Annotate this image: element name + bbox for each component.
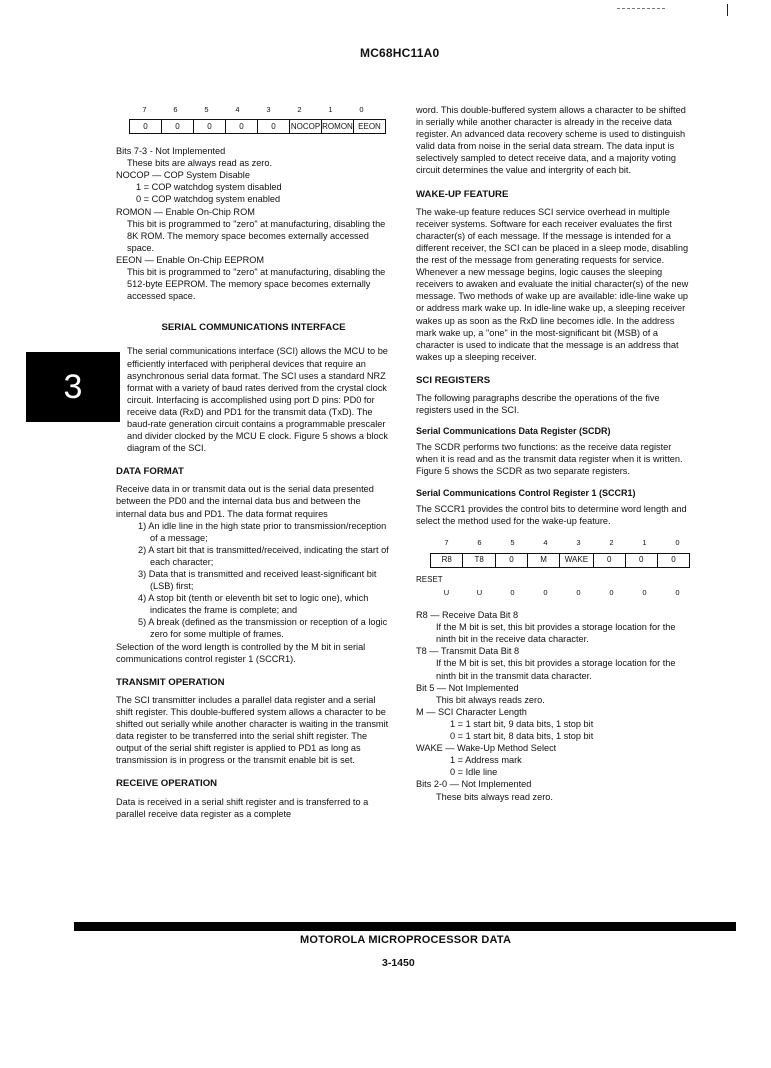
top-dash-mark: [617, 8, 665, 10]
bit-number: 3: [576, 537, 581, 547]
bit-number: 3: [266, 105, 271, 114]
definition-line: 1 = Address mark: [450, 755, 522, 766]
definition-line: If the M bit is set, this bit provides a storage location for the ninth bit in the receive data character.: [436, 622, 676, 645]
bit-number: 4: [235, 105, 240, 114]
sccr1-bit-definitions: [416, 609, 690, 803]
data-format-paragraph: Receive data in or transmit data out is the serial data presented between the PD0 and the internal data bus and between the internal data bus and PD1. The data format requires: [116, 484, 374, 519]
register-cell: 0: [258, 120, 290, 134]
reset-values: [430, 587, 694, 599]
bit-number: 6: [173, 105, 178, 114]
definition-line: 0 = COP watchdog system enabled: [136, 194, 281, 205]
reset-label: RESET: [416, 574, 443, 584]
definition-line: 0 = 1 start bit, 8 data bits, 1 stop bit: [450, 731, 594, 742]
register-cell: WAKE: [560, 553, 593, 567]
register-cell: 0: [625, 553, 657, 567]
section-tab: [26, 352, 120, 422]
definition-line: Bit 5 — Not Implemented: [416, 682, 519, 693]
config-bit-definitions: [116, 145, 391, 302]
register-cell: 0: [226, 120, 258, 134]
register-cell: 0: [495, 553, 527, 567]
definition-line: This bit is programmed to "zero" at manufacturing, disabling the 8K ROM. The memory space becomes externally accessed space.: [127, 218, 386, 253]
sci-registers-paragraph: The following paragraphs describe the operations of the five registers used in the SCI.: [416, 392, 660, 416]
bit-number: 5: [204, 105, 209, 114]
bit-number: 1: [642, 537, 647, 547]
definition-line: M — SCI Character Length: [416, 706, 527, 717]
receive-continued-paragraph: word. This double-buffered system allows a character to be shifted in serially while another character is already in the receive data register. An advanced data recovery scheme is used to distinguish valid data from noise in the serial data stream. The data input is selectively sampled to detect receive data, and a majority voting circuit determines the value and intergrity of each bit.: [416, 105, 686, 176]
section-heading-receive: RECEIVE OPERATION: [116, 778, 218, 790]
transmit-paragraph: The SCI transmitter includes a parallel data register and a serial shift register. This double-buffered system allows a character to be shifted out serially while another character is waiting in the transmit data register to be transferred into the serial shift register. The output of the serial shift register is applied to PD1 as long as transmission is in progress or the transmit enable bit is set.: [116, 694, 389, 766]
reset-value: 0: [609, 588, 614, 597]
scdr-paragraph: The SCDR performs two functions: as the receive data register when it is read and as the transmit data register when it is written. Figure 5 shows the SCDR as two separate registers.: [416, 442, 683, 477]
definition-line: If the M bit is set, this bit provides a storage location for the ninth bit in the transmit data character.: [436, 658, 676, 681]
definition-line: This bit always reads zero.: [436, 694, 545, 705]
section-heading-data-format: DATA FORMAT: [116, 466, 184, 478]
config-register-diagram: [129, 119, 386, 134]
section-heading-transmit: TRANSMIT OPERATION: [116, 676, 225, 688]
definition-line: NOCOP — COP System Disable: [116, 170, 250, 181]
page-number: 3-1450: [382, 957, 415, 969]
register-cell: M: [528, 553, 560, 567]
bit-number: 0: [675, 537, 680, 547]
definition-line: These bits are always read as zero.: [127, 158, 273, 169]
definition-line: 1 = COP watchdog system disabled: [136, 182, 282, 193]
subheading-sccr1: Serial Communications Control Register 1 (SCCR1): [416, 487, 636, 498]
register-cell: ROMON: [322, 120, 354, 134]
reset-value: 0: [510, 588, 515, 597]
register-cell: T8: [463, 553, 495, 567]
sccr1-register-diagram: [430, 553, 690, 568]
definition-line: Bits 7-3 - Not Implemented: [116, 146, 226, 157]
bit-number: 6: [477, 537, 482, 547]
register-cell: 0: [593, 553, 625, 567]
bit-number: 4: [543, 537, 548, 547]
wake-up-paragraph: The wake-up feature reduces SCI service overhead in multiple receiver systems. Software for each receiver evaluates the first character(s) of each message. If the message is intended for a different receiver, the SCI can be placed in a sleep mode, disabling the rest of the message from generating requests for service. Whenever a new message begins, logic causes the sleeping receivers to awaken and evaluate the initial character(s) of the new message. Two methods of wake up are available: idle-line wake up or address mark wake up. In idle-line wake up, a sleeping receiver wakes up as soon as the RxD line becomes idle. In the address mark wake up, a "one" in the most-significant bit (MSB) of a character is used to indicate that the message is an address that wakes up a sleeping receiver.: [416, 206, 689, 362]
reset-value: 0: [543, 588, 548, 597]
receive-paragraph: Data is received in a serial shift register and is transferred to a parallel receive data register as a complete: [116, 796, 369, 819]
definition-line: 1 = 1 start bit, 9 data bits, 1 stop bit: [450, 718, 594, 729]
bit-number: 1: [328, 105, 333, 114]
footer-rule: [74, 922, 736, 931]
reset-value: 0: [576, 588, 581, 597]
definition-line: T8 — Transmit Data Bit 8: [416, 646, 520, 657]
bit-number: 0: [359, 105, 364, 114]
register-cell: NOCOP: [290, 120, 322, 134]
reset-value: 0: [642, 588, 647, 597]
bit-number: 7: [142, 105, 147, 114]
reset-value: U: [476, 588, 483, 597]
bit-number: 2: [297, 105, 302, 114]
section-tab-label: 3: [63, 367, 83, 406]
definition-line: These bits always read zero.: [436, 791, 553, 802]
definition-line: EEON — Enable On-Chip EEPROM: [116, 254, 265, 265]
data-format-list-item: 2) A start bit that is transmitted/received, indicating the start of each character;: [138, 544, 389, 567]
reset-value: 0: [675, 588, 680, 597]
right-column: [416, 104, 690, 803]
definition-line: 0 = Idle line: [450, 767, 498, 778]
definition-line: ROMON — Enable On-Chip ROM: [116, 206, 255, 217]
data-format-list-item: 4) A stop bit (tenth or eleventh bit set to logic one), which indicates the frame is complete; and: [138, 593, 369, 616]
sccr1-paragraph: The SCCR1 provides the control bits to determine word length and select the method used for the wake-up feature.: [416, 503, 687, 526]
definition-line: R8 — Receive Data Bit 8: [416, 610, 519, 621]
register-cell: EEON: [354, 120, 386, 134]
definition-line: WAKE — Wake-Up Method Select: [416, 743, 557, 754]
bit-number: 2: [609, 537, 614, 547]
definition-line: This bit is programmed to "zero" at manufacturing, disabling the 512-byte EEPROM. The memory space becomes externally accessed space.: [127, 267, 386, 302]
register-cell: R8: [431, 553, 463, 567]
register-cell: 0: [657, 553, 689, 567]
reg2-bit-numbers: [430, 537, 694, 549]
footer-title: MOTOROLA MICROPROCESSOR DATA: [300, 934, 512, 946]
register-cell: 0: [162, 120, 194, 134]
reg1-bit-numbers: [129, 104, 383, 116]
data-format-list-item: 5) A break (defined as the transmission or reception of a logic zero for some multiple of frames.: [138, 617, 388, 640]
left-column: [116, 104, 391, 820]
definition-line: Bits 2-0 — Not Implemented: [416, 779, 532, 790]
register-cell: 0: [130, 120, 162, 134]
data-format-closing: Selection of the word length is controlled by the M bit in serial communications control register 1 (SCCR1).: [116, 641, 366, 664]
data-format-list-item: 3) Data that is transmitted and received least-significant bit (LSB) first;: [138, 569, 377, 592]
subheading-scdr: Serial Communications Data Register (SCDR): [416, 426, 611, 437]
top-edge-mark: [727, 4, 728, 16]
register-cell: 0: [194, 120, 226, 134]
bit-number: 7: [444, 537, 449, 547]
bit-number: 5: [510, 537, 515, 547]
section-heading-sci-registers: SCI REGISTERS: [416, 374, 491, 386]
section-heading-wake-up: WAKE-UP FEATURE: [416, 188, 509, 200]
page-header: MC68HC11A0: [360, 46, 440, 60]
data-format-list-item: 1) An idle line in the high state prior to transmission/reception of a message;: [138, 520, 387, 543]
sci-paragraph: The serial communications interface (SCI) allows the MCU to be efficiently interfaced with peripheral devices that require an asynchronous serial data format. The SCI uses a standard NRZ format with a variety of baud rates derived from the crystal clock circuit. Interfacing is accomplished using port D pins: PD0 for receive data (RxD) and PD1 for the transmit data (TxD). The baud-rate generation circuit contains a programmable prescaler and divider clocked by the MCU E clock. Figure 5 shows a block diagram of the SCI.: [127, 346, 388, 454]
section-heading-sci: SERIAL COMMUNICATIONS INTERFACE: [161, 322, 346, 334]
reset-value: U: [443, 588, 450, 597]
